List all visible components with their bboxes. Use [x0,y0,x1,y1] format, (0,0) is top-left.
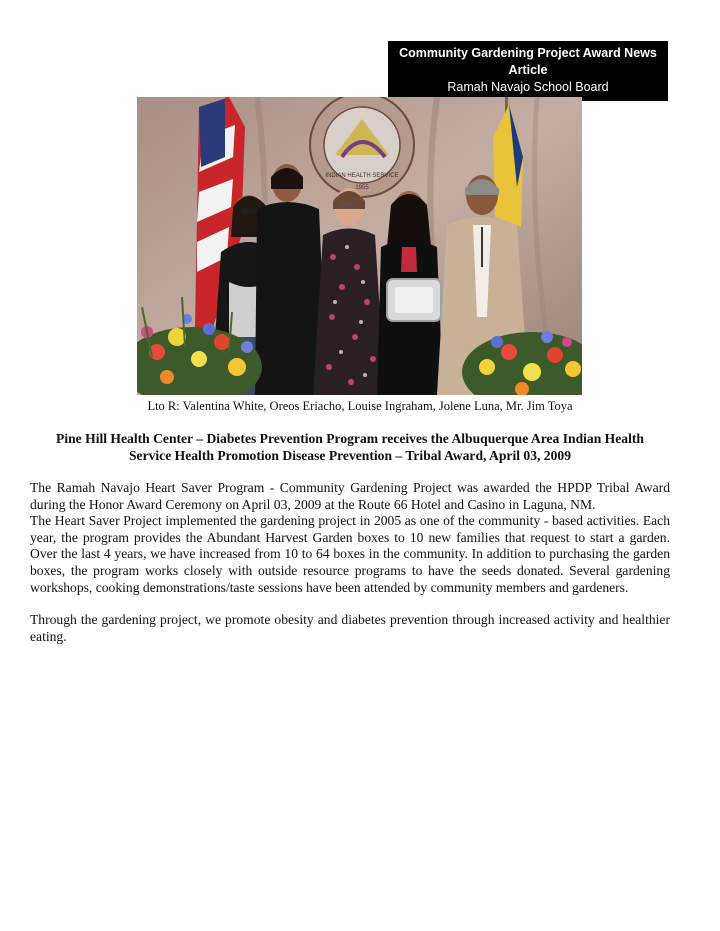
article-header-box [388,41,668,101]
article-title: Community Gardening Project Award News Article [399,46,657,77]
photo-caption: Lto R: Valentina White, Oreos Eriacho, Louise Ingraham, Jolene Luna, Mr. Jim Toya [147,399,573,413]
article-subtitle: Ramah Navajo School Board [447,80,609,94]
article-headline [30,430,670,464]
paragraph-1: The Ramah Navajo Heart Saver Program - Community Gardening Project was awarded the HPDP Tribal Award during the Honor Award Ceremony on April 03, 2009 at the Route 66 Hotel and Casino in Laguna, NM. [30,480,670,512]
paragraph-2: The Heart Saver Project implemented the gardening project in 2005 as one of the community - based activities. Each year, the program provides the Abundant Harvest Garden boxes to 10 new families that request to start a garden. Over the last 4 years, we have increased from 10 to 64 boxes in the community. In addition to purchasing the garden boxes, the program works closely with outside resource programs to have the seeds donated. Several gardening workshops, cooking demonstrations/taste sessions have been attended by community members and gardeners. [30,513,670,595]
paragraph-3: Through the gardening project, we promote obesity and diabetes prevention through increased activity and healthier eating. [30,612,670,644]
seal-year: 1955 [355,185,369,191]
indian-health-service-seal [310,97,414,197]
article-body [30,480,670,645]
seal-text: INDIAN HEALTH SERVICE [325,173,399,179]
headline-line-1: Pine Hill Health Center – Diabetes Prevention Program receives the Albuquerque Area Indian Health [56,431,644,446]
award-photo [137,97,582,395]
headline-line-2: Service Health Promotion Disease Prevention – Tribal Award, April 03, 2009 [128,448,571,463]
